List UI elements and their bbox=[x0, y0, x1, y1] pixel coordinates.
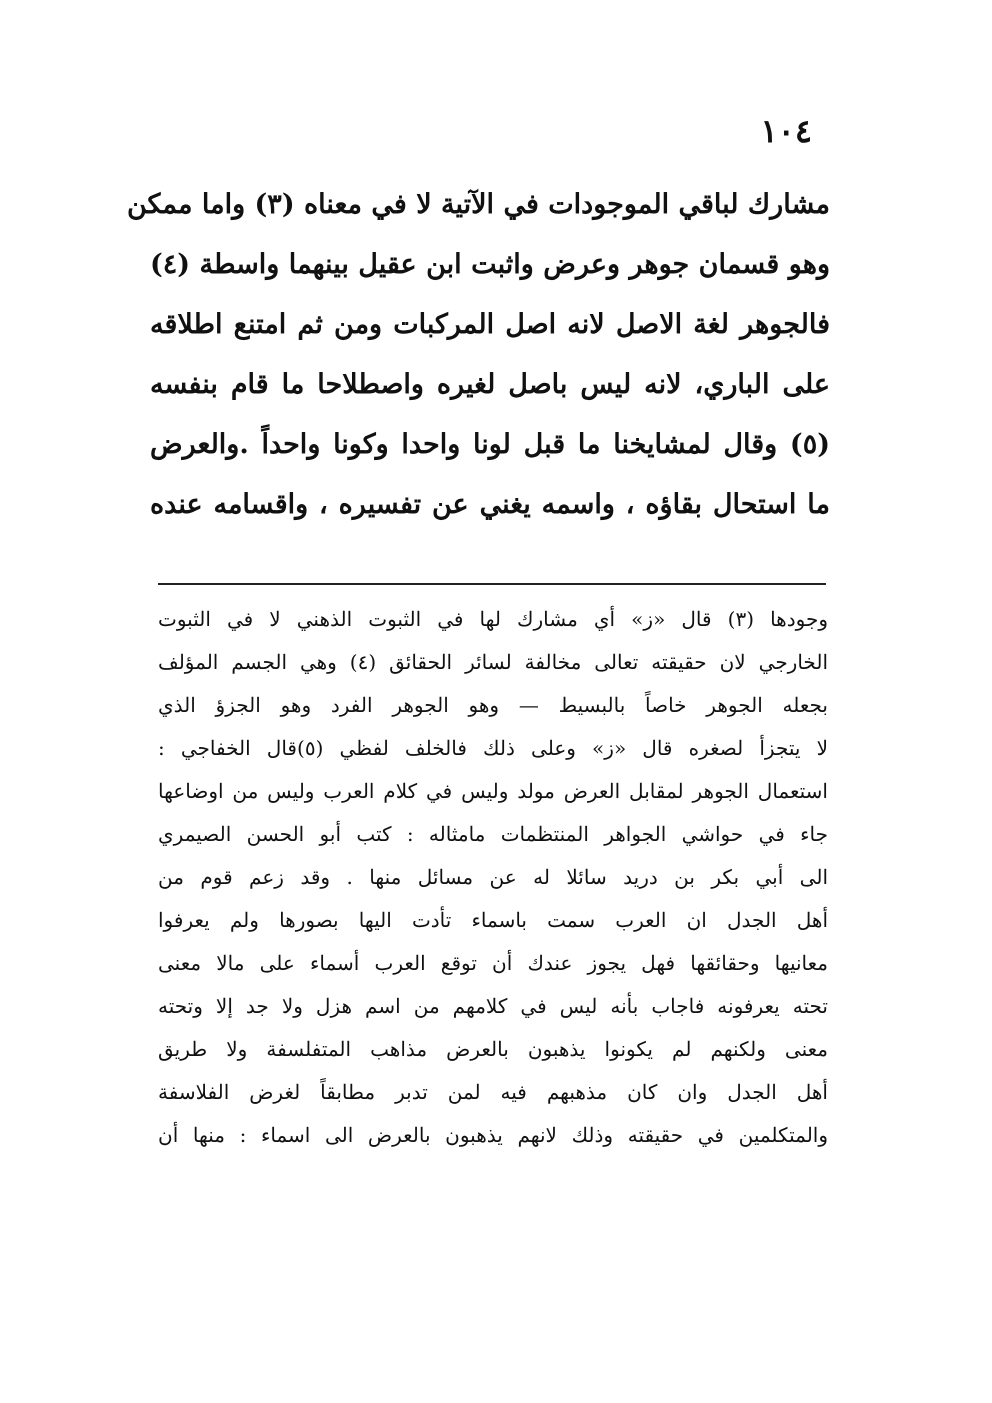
footnote-line: تحته يعرفونه فاجاب بأنه ليس في كلامهم من اسم هزل ولا جد إلا وتحته bbox=[158, 994, 828, 1018]
footnote-line: لا يتجزأ لصغره قال «ز» وعلى ذلك فالخلف لفظي (٥)قال الخفاجي : bbox=[158, 736, 829, 760]
footnote-line: أهل الجدل وان كان مذهبهم فيه لمن تدبر مطابقاً لغرض الفلاسفة bbox=[158, 1080, 828, 1104]
main-text-line: وهو قسمان جوهر وعرض واثبت ابن عقيل بينهما واسطة (٤) bbox=[150, 249, 830, 280]
footnote-line: بجعله الجوهر خاصاً بالبسيط — وهو الجوهر الفرد وهو الجزؤ الذي bbox=[158, 693, 828, 717]
main-text-line: ما استحال بقاؤه ، واسمه يغني عن تفسيره ، واقسامه عنده bbox=[150, 489, 830, 520]
footnotes-block bbox=[158, 598, 828, 1157]
footnote-line: معنى ولكنهم لم يكونوا يذهبون بالعرض مذاهب المتفلسفة ولا طريق bbox=[158, 1037, 828, 1061]
main-text-line: فالجوهر لغة الاصل لانه اصل المركبات ومن ثم امتنع اطلاقه bbox=[150, 309, 830, 340]
main-text-line: على الباري، لانه ليس باصل لغيره واصطلاحا ما قام بنفسه bbox=[150, 369, 830, 400]
footnote-line: أهل الجدل ان العرب سمت باسماء تأدت اليها بصورها ولم يعرفوا bbox=[158, 908, 828, 932]
main-text-line: مشارك لباقي الموجودات في الآتية لا في معناه (٣) واما ممكن bbox=[126, 189, 830, 220]
footnote-line: جاء في حواشي الجواهر المنتظمات مامثاله : كتب أبو الحسن الصيمري bbox=[158, 822, 828, 846]
main-text-block bbox=[126, 175, 830, 535]
main-text-line: (٥) وقال لمشايخنا ما قبل لونا واحدا وكونا واحداً .والعرض bbox=[150, 429, 830, 460]
footnote-line: الخارجي لان حقيقته تعالى مخالفة لسائر الحقائق (٤) وهي الجسم المؤلف bbox=[158, 650, 828, 674]
footnote-divider bbox=[158, 583, 826, 585]
footnote-line: وجودها (٣) قال «ز» أي مشارك لها في الثبوت الذهني لا في الثبوت bbox=[158, 607, 828, 631]
page-number: ١٠٤ bbox=[760, 112, 812, 150]
footnote-line: معانيها وحقائقها فهل يجوز عندك أن توقع العرب أسماء على مالا معنى bbox=[158, 951, 828, 975]
footnote-line: والمتكلمين في حقيقته وذلك لانهم يذهبون بالعرض الى اسماء : منها أن bbox=[158, 1123, 829, 1147]
footnote-line: الى أبي بكر بن دريد سائلا له عن مسائل منها . وقد زعم قوم من bbox=[158, 865, 828, 889]
footnote-line: استعمال الجوهر لمقابل العرض مولد وليس في كلام العرب وليس من اوضاعها bbox=[158, 779, 828, 803]
